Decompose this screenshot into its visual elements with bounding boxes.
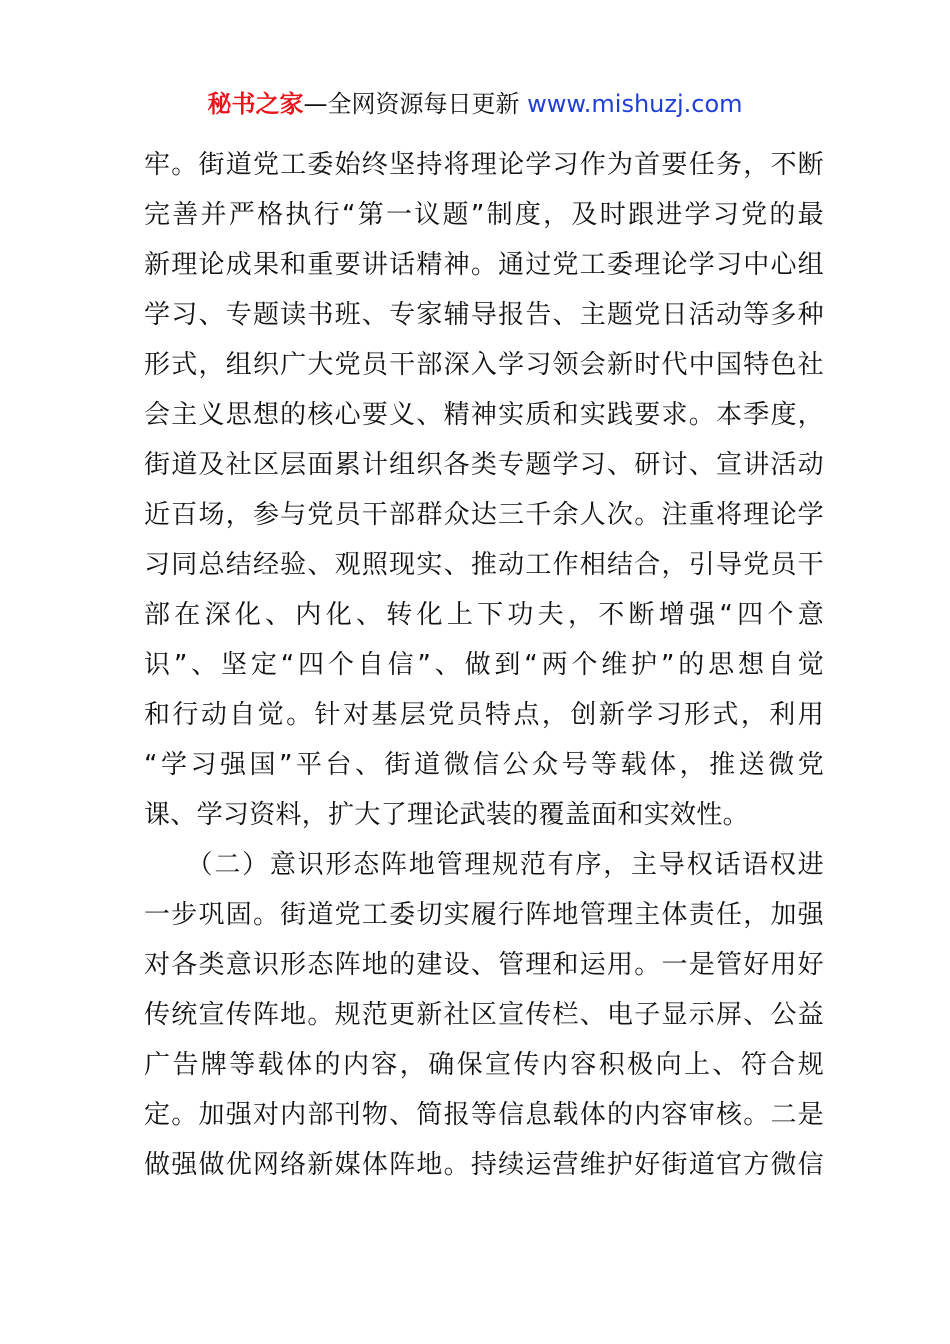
text-line: 识”、坚定“四个自信”、做到“两个维护”的思想自觉 xyxy=(144,650,824,680)
text-line: 形式，组织广大党员干部深入学习领会新时代中国特色社 xyxy=(144,350,824,380)
text-line: 传统宣传阵地。规范更新社区宣传栏、电子显示屏、公益 xyxy=(144,1000,824,1030)
text-line: （二）意识形态阵地管理规范有序，主导权话语权进 xyxy=(144,850,824,880)
text-line: 做强做优网络新媒体阵地。持续运营维护好街道官方微信 xyxy=(144,1150,824,1180)
text-line: 对各类意识形态阵地的建设、管理和运用。一是管好用好 xyxy=(144,950,824,980)
text-line: 课、学习资料，扩大了理论武装的覆盖面和实效性。 xyxy=(144,800,749,830)
text-line: 习同总结经验、观照现实、推动工作相结合，引导党员干 xyxy=(144,550,824,580)
text-line: 定。加强对内部刊物、简报等信息载体的内容审核。二是 xyxy=(144,1100,824,1130)
site-tagline: —全网资源每日更新 xyxy=(303,90,528,118)
text-line: 新理论成果和重要讲话精神。通过党工委理论学习中心组 xyxy=(144,250,824,280)
text-line: 街道及社区层面累计组织各类专题学习、研讨、宣讲活动 xyxy=(144,450,824,480)
site-header xyxy=(0,86,950,122)
text-line: 部在深化、内化、转化上下功夫，不断增强“四个意 xyxy=(144,600,824,630)
text-line: 完善并严格执行“第一议题”制度，及时跟进学习党的最 xyxy=(144,200,824,230)
text-line: 一步巩固。街道党工委切实履行阵地管理主体责任，加强 xyxy=(144,900,824,930)
site-url-link[interactable]: www.mishuzj.com xyxy=(527,90,743,118)
text-line: 会主义思想的核心要义、精神实质和实践要求。本季度， xyxy=(144,400,824,430)
text-line: 和行动自觉。针对基层党员特点，创新学习形式，利用 xyxy=(144,700,824,730)
text-line: 近百场，参与党员干部群众达三千余人次。注重将理论学 xyxy=(144,500,824,530)
text-line: 广告牌等载体的内容，确保宣传内容积极向上、符合规 xyxy=(144,1050,824,1080)
text-line: 牢。街道党工委始终坚持将理论学习作为首要任务，不断 xyxy=(144,150,824,180)
site-brand: 秘书之家 xyxy=(207,90,304,118)
text-line: “学习强国”平台、街道微信公众号等载体，推送微党 xyxy=(144,750,824,780)
document-body xyxy=(144,140,824,1190)
text-line: 学习、专题读书班、专家辅导报告、主题党日活动等多种 xyxy=(144,300,824,330)
